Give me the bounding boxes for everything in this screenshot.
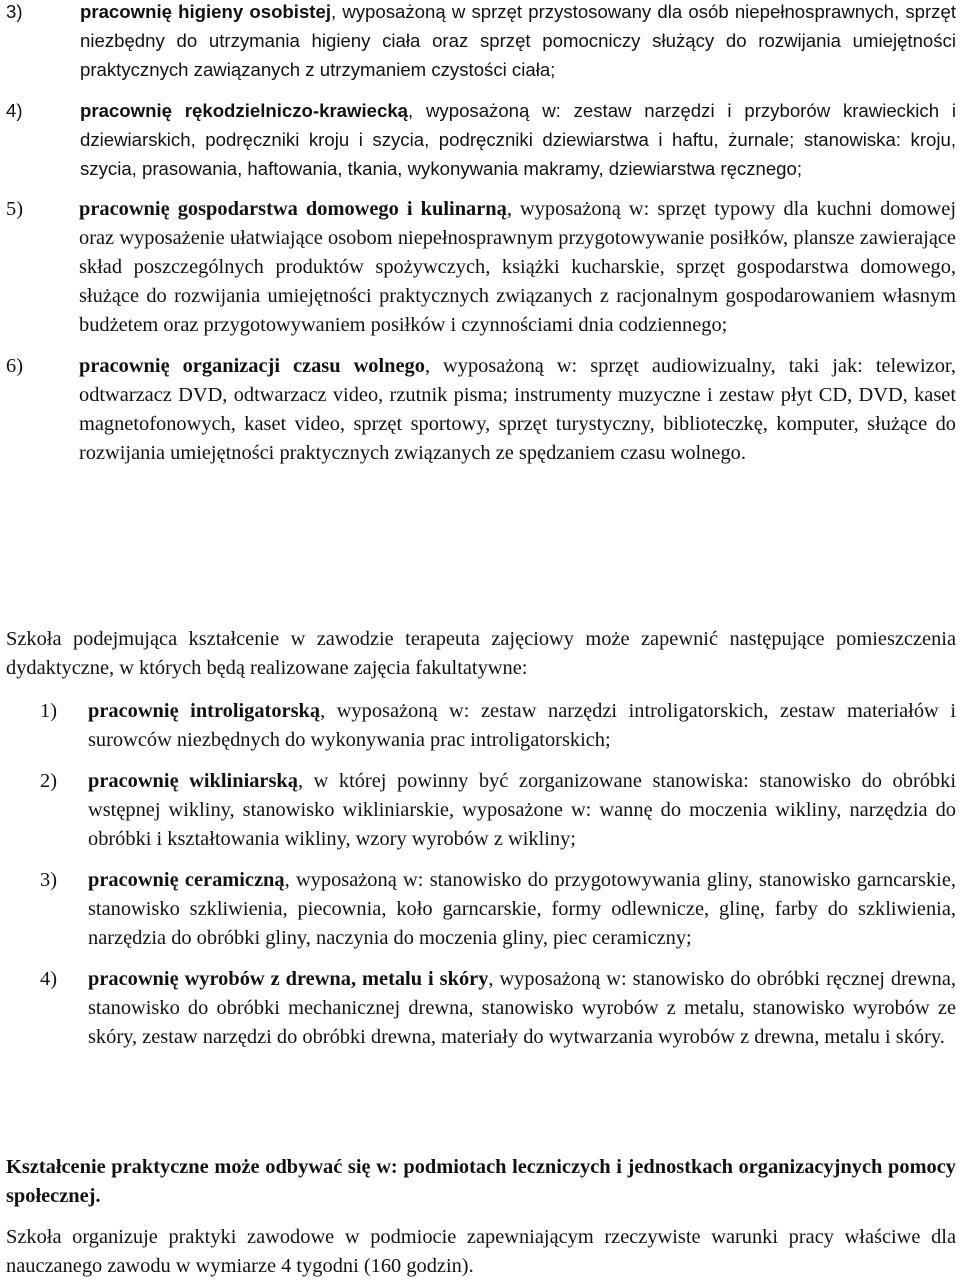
list-item-wood-metal-leather-room — [40, 965, 956, 1052]
list-item-title: pracownię wyrobów z drewna, metalu i skóry — [88, 968, 489, 990]
list-item-body: , wyposażoną w: stanowisko do obróbki ręcznej drewna, stanowisko do obróbki mechanicznej drewna, stanowisko wyrobów z metalu, stanowisko wyrobów ze skóry, zestaw narzędzi do obróbki drewna, materiały do wytwarzania wyrobów z drewna, metalu i skóry. — [88, 968, 956, 1048]
list-item-tailoring-room — [6, 96, 956, 183]
list-item-number: 5) — [6, 198, 23, 220]
list-item-body: , wyposażoną w sprzęt przystosowany dla osób niepełnosprawnych, sprzęt niezbędny do utrzymania higieny ciała oraz sprzęt pomocniczy służący do rozwijania umiejętności praktycznych zawiązanych z utrzymaniem czystości ciała; — [80, 1, 956, 80]
list-item-number: 1) — [40, 700, 57, 722]
list-item-household-room — [6, 195, 956, 340]
list-item-title: pracownię ceramiczną — [88, 869, 285, 891]
list-item-body: , wyposażoną w: sprzęt audiowizualny, taki jak: telewizor, odtwarzacz DVD, odtwarzacz video, rzutnik pisma; instrumenty muzyczne i zestaw płyt CD, DVD, kaset magnetofonowych, kaset video, sprzęt sportowy, sprzęt turystyczny, biblioteczkę, komputer, służące do rozwijania umiejętności praktycznych związanych ze spędzaniem czasu wolnego. — [79, 355, 956, 464]
list-item-body: , wyposażoną w: zestaw narzędzi i przyborów krawieckich i dziewiarskich, podręczniki kroju i szycia, podręczniki dziewiarstwa i haftu, żurnale; stanowiska: kroju, szycia, prasowania, haftowania, tkania, wykonywania makramy, dziewiarstwa ręcznego; — [80, 100, 956, 179]
list-item-wicker-room — [40, 767, 956, 854]
list-item-body: , wyposażoną w: zestaw narzędzi introligatorskich, zestaw materiałów i surowców niezbędnych do wykonywania prac introligatorskich; — [88, 700, 956, 751]
school-paragraph: Szkoła podejmująca kształcenie w zawodzie terapeuta zajęciowy może zapewnić następujące pomieszczenia dydaktyczne, w których będą realizowane zajęcia fakultatywne: — [6, 628, 956, 679]
list-item-body: , wyposażoną w: sprzęt typowy dla kuchni domowej oraz wyposażenie ułatwiające osobom niepełnosprawnym przygotowywanie posiłków, plansze zawierające skład poszczególnych produktów spożywczych, książki kucharskie, sprzęt gospodarstwa domowego, służące do rozwijania umiejętności praktycznych związanych z racjonalnym gospodarowaniem własnym budżetem oraz przygotowywaniem posiłków i czynnościami dnia codziennego; — [79, 198, 956, 336]
list-item-body: , w której powinny być zorganizowane stanowiska: stanowisko do obróbki wstępnej wikliny, stanowisko wikliniarskie, wyposażone w: wannę do moczenia wikliny, narzędzia do obróbki i kształtowania wikliny, wzory wyrobów z wikliny; — [88, 770, 956, 850]
list-item-title: pracownię wikliniarską — [88, 770, 298, 792]
list-item-title: pracownię higieny osobistej — [80, 1, 331, 22]
list-item-body: , wyposażoną w: stanowisko do przygotowywania gliny, stanowisko garncarskie, stanowisko szkliwienia, piecownia, koło garncarskie, formy odlewnicze, glinę, farby do szkliwienia, narzędzia do obróbki gliny, naczynia do moczenia gliny, piec ceramiczny; — [88, 869, 956, 949]
list-item-bookbinding-room — [40, 697, 956, 755]
room-list-optional — [40, 697, 956, 1064]
list-item-leisure-room — [6, 352, 956, 468]
room-list-basic — [6, 0, 956, 480]
practice-paragraph: Kształcenie praktyczne może odbywać się w: podmiotach leczniczych i jednostkach organizacyjnych pomocy społecznej. — [6, 1156, 956, 1207]
list-item-number: 6) — [6, 355, 23, 377]
list-item-number: 3) — [40, 869, 57, 891]
list-item-title: pracownię rękodzielniczo-krawiecką — [80, 100, 409, 121]
list-item-hygiene-room — [6, 0, 956, 84]
list-item-title: pracownię gospodarstwa domowego i kulinarną — [79, 198, 507, 220]
organization-paragraph: Szkoła organizuje praktyki zawodowe w podmiocie zapewniającym rzeczywiste warunki pracy właściwe dla nauczanego zawodu w wymiarze 4 tygodni (160 godzin). — [6, 1226, 956, 1277]
list-item-ceramics-room — [40, 866, 956, 953]
list-item-number: 4) — [40, 968, 57, 990]
list-item-number: 3) — [6, 1, 23, 22]
list-item-number: 2) — [40, 770, 57, 792]
list-item-number: 4) — [6, 100, 23, 121]
list-item-title: pracownię organizacji czasu wolnego — [79, 355, 425, 377]
list-item-title: pracownię introligatorską — [88, 700, 321, 722]
